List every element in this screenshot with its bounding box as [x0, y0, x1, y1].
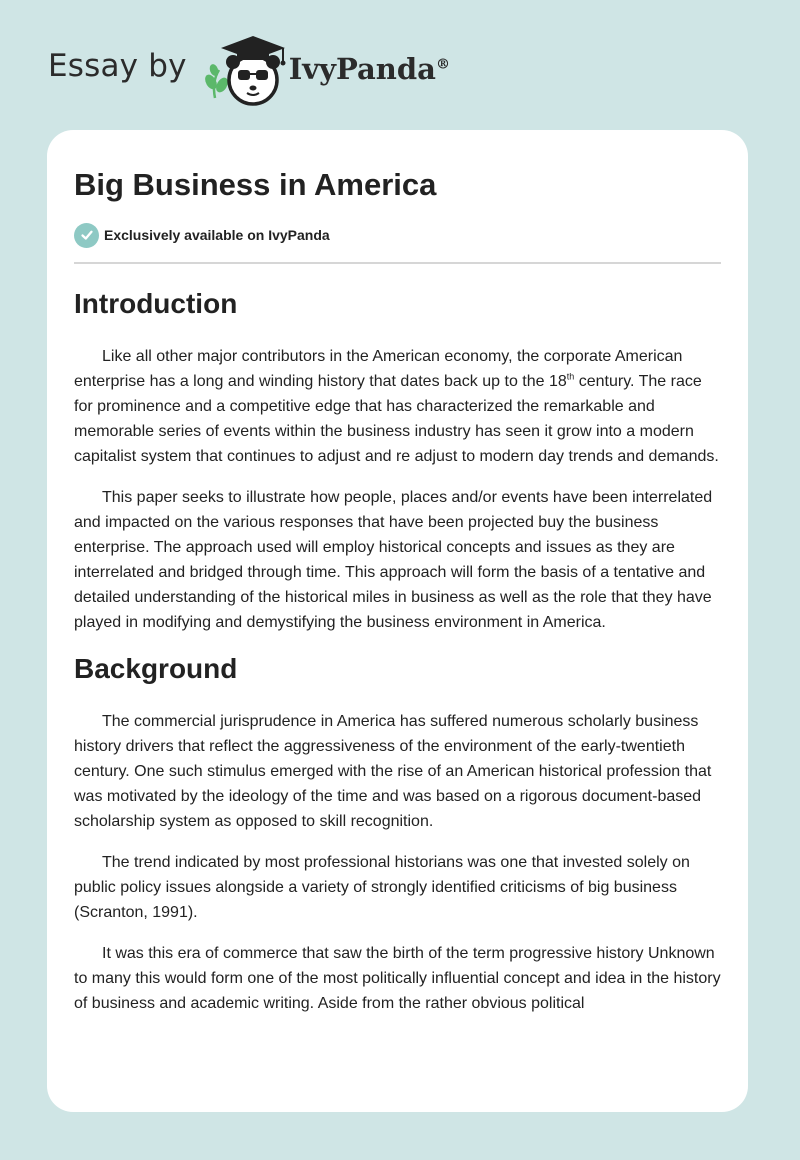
paragraph: Like all other major contributors in the American economy, the corporate American enterprise has a long and winding history that dates back up to the 18th century. The race for prominence and a competitive edge that has characterized the remarkable and memorable series of events within the business industry has seen it grow into a modern capitalist system that continues to adjust and re adjust to modern day trends and demands.	[74, 348, 719, 465]
site-header	[48, 30, 450, 110]
panda-graduate-icon	[201, 30, 291, 110]
paragraph: This paper seeks to illustrate how people, places and/or events have been interrelated and impacted on the various responses that have been projected buy the business enterprise. The approach used will employ historical concepts and issues as they are interrelated and bridged through time. This approach will form the basis of a tentative and detailed understanding of the historical miles in business as well as the role that they have played in modifying and demystifying the business environment in America.	[74, 489, 713, 631]
essay-by-label: Essay by	[48, 48, 187, 84]
title-divider	[74, 262, 721, 264]
essay-title: Big Business in America	[74, 167, 437, 202]
exclusive-badge-label: Exclusively available on IvyPanda	[104, 227, 330, 243]
section-heading-introduction: Introduction	[74, 288, 238, 319]
essay-card	[47, 130, 748, 1112]
paragraph: It was this era of commerce that saw the birth of the term progressive history Unknown to many this would form one of the most politically influential concept and idea in the history of business and academic writing. Aside from the rather obvious political	[74, 945, 721, 1012]
check-icon	[74, 223, 99, 248]
brand-logo-text[interactable]: IvyPanda®	[288, 52, 450, 86]
exclusive-badge	[74, 222, 721, 248]
section-heading-background: Background	[74, 653, 238, 684]
registered-mark: ®	[435, 56, 450, 73]
paragraph: The trend indicated by most professional historians was one that invested solely on public policy issues alongside a variety of strongly identified criticisms of big business (Scranton, 1991).	[74, 854, 690, 921]
paragraph: The commercial jurisprudence in America has suffered numerous scholarly business history drivers that reflect the aggressiveness of the environment of the early-twentieth century. One such stimulus emerged with the rise of an American historical profession that was motivated by the ideology of the time and was based on a rigorous document-based scholarship system as opposed to skill recognition.	[74, 713, 712, 830]
